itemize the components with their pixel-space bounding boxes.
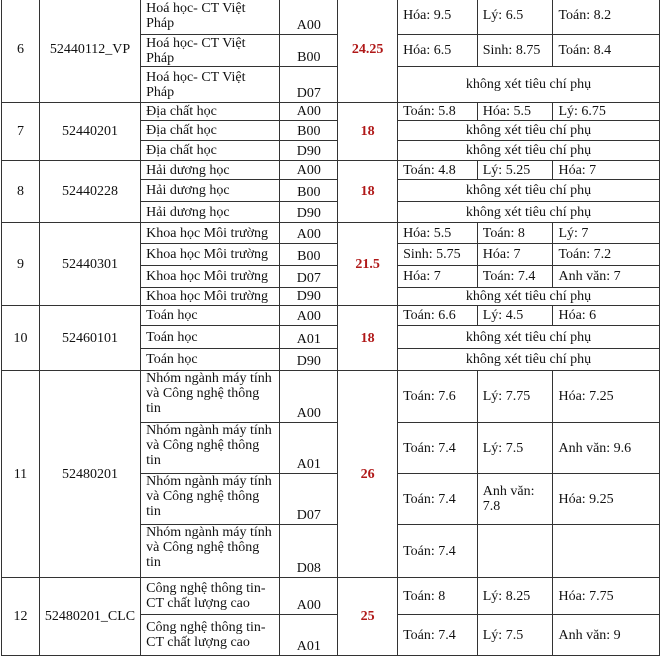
sub-criterion: Hóa: 7 [477,244,553,266]
admission-score-table [1,0,660,656]
sub-criterion: Lý: 4.5 [477,306,553,326]
subject-combination: A01 [280,423,338,474]
major-name: Công nghệ thông tin- CT chất lượng cao [141,615,280,656]
subject-combination: B00 [280,35,338,67]
major-name: Hoá học- CT Việt Pháp [141,0,280,35]
major-name: Hải dương học [141,180,280,202]
subject-combination: A00 [280,306,338,326]
major-code: 52480201_CLC [39,578,140,656]
sub-criterion: Sinh: 8.75 [477,35,553,67]
major-code: 52440228 [39,161,140,223]
subject-combination: A01 [280,615,338,656]
major-code: 52440112_VP [39,0,140,103]
subject-combination: D90 [280,141,338,161]
sub-criterion: Lý: 8.25 [477,578,553,615]
major-code: 52440301 [39,223,140,306]
major-name: Nhóm ngành máy tính và Công nghệ thông tin [141,525,280,578]
sub-criterion: Hóa: 9.5 [398,0,478,35]
sub-criterion: Toán: 7.4 [398,615,478,656]
sub-criterion: Hóa: 7 [553,161,660,180]
sub-criterion: Toán: 7.4 [398,423,478,474]
subject-combination: D90 [280,288,338,306]
sub-criterion: Lý: 7.75 [477,371,553,423]
sub-criterion: Anh văn: 9 [553,615,660,656]
sub-criterion: Hóa: 6.5 [398,35,478,67]
cutoff-score: 18 [338,161,398,223]
subject-combination: B00 [280,244,338,266]
subject-combination: A00 [280,371,338,423]
major-name: Hải dương học [141,202,280,223]
sub-criterion: Toán: 6.6 [398,306,478,326]
subject-combination: D08 [280,525,338,578]
major-name: Địa chất học [141,103,280,121]
sub-criterion: Toán: 7.4 [398,474,478,525]
sub-criterion: Toán: 7.4 [398,525,478,578]
sub-criterion: Hóa: 5.5 [398,223,478,244]
sub-criterion: Lý: 7 [553,223,660,244]
sub-criterion: Toán: 7.4 [477,266,553,288]
sub-criterion: Lý: 6.75 [553,103,660,121]
cutoff-score: 25 [338,578,398,656]
criteria-note: không xét tiêu chí phụ [398,288,660,306]
row-number: 10 [2,306,40,371]
major-name: Công nghệ thông tin- CT chất lượng cao [141,578,280,615]
subject-combination: D90 [280,349,338,371]
subject-combination: A01 [280,326,338,349]
subject-combination: D07 [280,67,338,103]
cutoff-score: 18 [338,306,398,371]
subject-combination: D07 [280,266,338,288]
sub-criterion: Toán: 8.4 [553,35,660,67]
sub-criterion: Hóa: 7 [398,266,478,288]
row-number: 8 [2,161,40,223]
criteria-note: không xét tiêu chí phụ [398,180,660,202]
major-name: Địa chất học [141,121,280,141]
row-number: 9 [2,223,40,306]
criteria-note: không xét tiêu chí phụ [398,141,660,161]
subject-combination: A00 [280,103,338,121]
major-code: 52440201 [39,103,140,161]
sub-criterion: Hóa: 9.25 [553,474,660,525]
cutoff-score: 21.5 [338,223,398,306]
major-name: Toán học [141,349,280,371]
sub-criterion: Lý: 5.25 [477,161,553,180]
row-number: 12 [2,578,40,656]
subject-combination: B00 [280,180,338,202]
major-code: 52480201 [39,371,140,578]
criteria-note: không xét tiêu chí phụ [398,121,660,141]
table-row [2,578,660,615]
criteria-note: không xét tiêu chí phụ [398,326,660,349]
major-name: Khoa học Môi trường [141,223,280,244]
subject-combination: A00 [280,578,338,615]
major-name: Khoa học Môi trường [141,266,280,288]
row-number: 6 [2,0,40,103]
sub-criterion: Anh văn: 9.6 [553,423,660,474]
sub-criterion: Toán: 5.8 [398,103,478,121]
sub-criterion: Lý: 6.5 [477,0,553,35]
sub-criterion: Toán: 8.2 [553,0,660,35]
cutoff-score: 26 [338,371,398,578]
sub-criterion: Lý: 7.5 [477,423,553,474]
major-code: 52460101 [39,306,140,371]
sub-criterion: Toán: 8 [477,223,553,244]
row-number: 11 [2,371,40,578]
subject-combination: D07 [280,474,338,525]
subject-combination: B00 [280,121,338,141]
subject-combination: A00 [280,0,338,35]
sub-criterion: Toán: 7.2 [553,244,660,266]
sub-criterion [477,525,553,578]
sub-criterion: Lý: 7.5 [477,615,553,656]
major-name: Hoá học- CT Việt Pháp [141,67,280,103]
table-row [2,306,660,326]
major-name: Nhóm ngành máy tính và Công nghệ thông tin [141,371,280,423]
table-row [2,0,660,35]
table-row [2,103,660,121]
major-name: Nhóm ngành máy tính và Công nghệ thông tin [141,423,280,474]
criteria-note: không xét tiêu chí phụ [398,202,660,223]
subject-combination: A00 [280,223,338,244]
table-row [2,371,660,423]
sub-criterion: Anh văn: 7 [553,266,660,288]
criteria-note: không xét tiêu chí phụ [398,349,660,371]
subject-combination: D90 [280,202,338,223]
subject-combination: A00 [280,161,338,180]
major-name: Địa chất học [141,141,280,161]
sub-criterion: Hóa: 5.5 [477,103,553,121]
sub-criterion: Hóa: 7.25 [553,371,660,423]
sub-criterion: Hóa: 7.75 [553,578,660,615]
sub-criterion: Toán: 7.6 [398,371,478,423]
sub-criterion: Sinh: 5.75 [398,244,478,266]
cutoff-score: 18 [338,103,398,161]
row-number: 7 [2,103,40,161]
major-name: Hoá học- CT Việt Pháp [141,35,280,67]
major-name: Toán học [141,326,280,349]
major-name: Khoa học Môi trường [141,244,280,266]
sub-criterion: Toán: 8 [398,578,478,615]
major-name: Nhóm ngành máy tính và Công nghệ thông tin [141,474,280,525]
major-name: Toán học [141,306,280,326]
sub-criterion: Anh văn: 7.8 [477,474,553,525]
cutoff-score: 24.25 [338,0,398,103]
major-name: Khoa học Môi trường [141,288,280,306]
major-name: Hải dương học [141,161,280,180]
sub-criterion: Toán: 4.8 [398,161,478,180]
criteria-note: không xét tiêu chí phụ [398,67,660,103]
table-row [2,223,660,244]
sub-criterion [553,525,660,578]
sub-criterion: Hóa: 6 [553,306,660,326]
table-row [2,161,660,180]
